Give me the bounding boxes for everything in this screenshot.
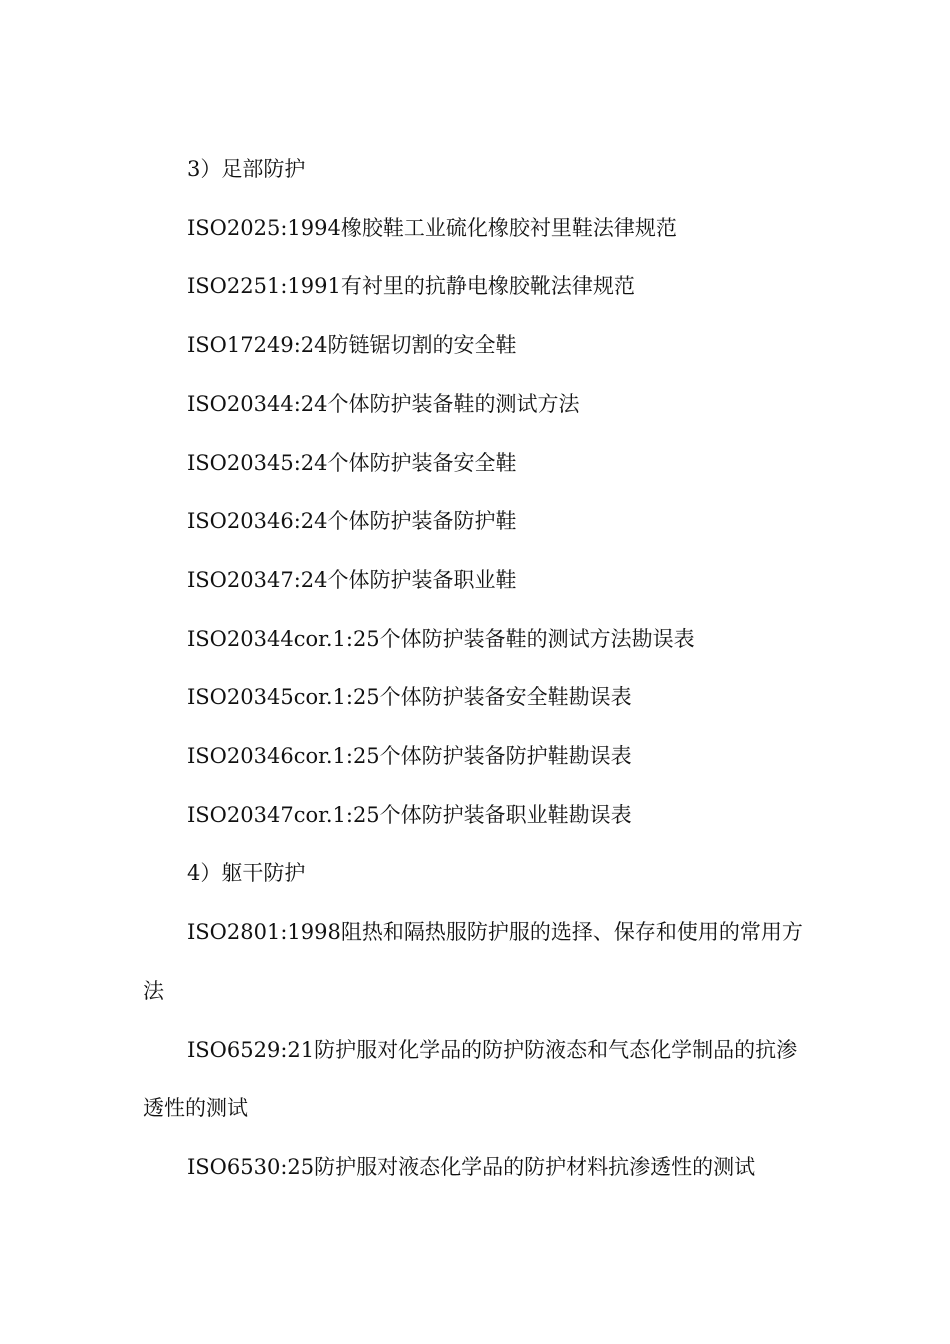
section-heading-foot-protection: 3）足部防护 [187,157,306,181]
standard-item: ISO20344:24个体防护装备鞋的测试方法 [187,391,580,416]
standard-item: ISO20347cor.1:25个体防护装备职业鞋勘误表 [187,802,632,827]
document-body [143,140,803,1197]
section-heading-torso-protection: 4）躯干防护 [187,861,306,886]
standard-item: ISO2025:1994橡胶鞋工业硫化橡胶衬里鞋法律规范 [187,215,677,240]
standard-item: ISO20345:24个体防护装备安全鞋 [187,450,517,475]
standard-item: ISO2251:1991有衬里的抗静电橡胶靴法律规范 [187,274,635,299]
standard-item: ISO20347:24个体防护装备职业鞋 [187,567,517,592]
standard-item: ISO20346:24个体防护装备防护鞋 [187,509,517,534]
standard-item: ISO6530:25防护服对液态化学品的防护材料抗渗透性的测试 [187,1154,756,1179]
standard-item: ISO20345cor.1:25个体防护装备安全鞋勘误表 [187,685,632,710]
standard-item: ISO2801:1998阻热和隔热服防护服的选择、保存和使用的常用方法 [143,920,803,1003]
standard-item: ISO17249:24防链锯切割的安全鞋 [187,333,517,358]
standard-item: ISO6529:21防护服对化学品的防护防液态和气态化学制品的抗渗透性的测试 [143,1037,798,1121]
standard-item: ISO20346cor.1:25个体防护装备防护鞋勘误表 [187,744,632,769]
standard-item: ISO20344cor.1:25个体防护装备鞋的测试方法勘误表 [187,626,695,651]
